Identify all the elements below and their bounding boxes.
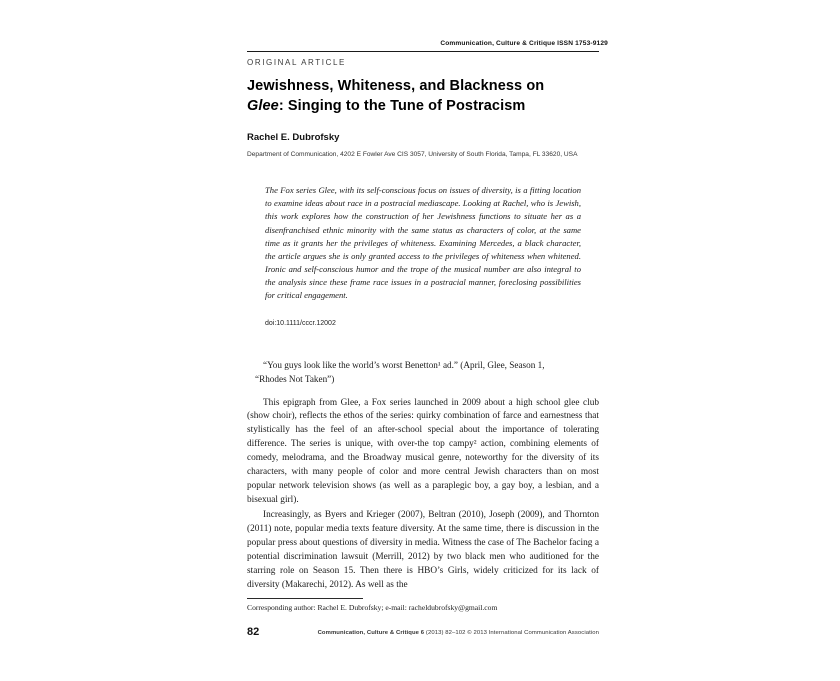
footnote-divider (247, 598, 363, 599)
page-footer (247, 626, 599, 644)
title-series-name: Glee (247, 97, 279, 114)
epigraph (247, 359, 599, 387)
doi-text: doi:10.1111/cccr.12002 (265, 319, 336, 327)
corresponding-author-note: Corresponding author: Rachel E. Dubrofsky; e-mail: racheldubrofsky@gmail.com (247, 603, 498, 612)
header-divider (247, 51, 599, 52)
title-line-1: Jewishness, Whiteness, and Blackness on (247, 78, 545, 94)
title-line-2: : Singing to the Tune of Postracism (278, 97, 526, 114)
body-paragraph-1: This epigraph from Glee, a Fox series launched in 2009 about a high school glee club (show choir), reflects the ethos of the series: quirky combination of farce and earnestness that stylistically has the feel of an after-school special about the importance of tolerating difference. The series is unique, with over-the top campy² action, combining elements of comedy, melodrama, and the Broadway musical genre, noteworthy for the diversity of its characters, with many people of color and more central Jewish characters than on most popular network television shows (as well as a paraplegic boy, a gay boy, a lesbian, and a bisexual girl). (247, 397, 599, 506)
epigraph-line-1: “You guys look like the world’s worst Benetton¹ ad.” (April, Glee, Season 1, (263, 359, 545, 370)
author-name: Rachel E. Dubrofsky (247, 132, 340, 144)
abstract-text: The Fox series Glee, with its self-conscious focus on issues of diversity, is a fitting location to examine ideas about race in a postracial mediascape. Looking at Rachel, who is Jewish, this work explores how the construction of her Jewishness functions to situate her as a disenfranchised ethnic minority with the same status as characters of color, at the same time as it grants her the privileges of whiteness. Examining Mercedes, a black character, the article argues she is only granted access to the privileges of whiteness when whitened. Ironic and self-conscious humor and the trope of the musical number are also integral to the analysis since these frame race issues in a postracial manner, foreclosing possibilities for critical engagement. (265, 185, 581, 300)
footer-citation-journal: Communication, Culture & Critique 6 (317, 630, 425, 636)
article-type-label: ORIGINAL ARTICLE (247, 58, 346, 67)
author-affiliation: Department of Communication, 4202 E Fowler Ave CIS 3057, University of South Florida, Tampa, FL 33620, USA (247, 151, 578, 159)
body-paragraph-2: Increasingly, as Byers and Krieger (2007), Beltran (2010), Joseph (2009), and Thornton (2011) note, popular media texts feature diversity. At the same time, there is discussion in the popular press about questions of diversity in media. Witness the case of The Bachelor facing a potential discrimination lawsuit (Merrill, 2012) by two black men who auditioned for the starring role on Season 15. Then there is HBO’s Girls, widely criticized for its lack of diversity (Makarechi, 2012). As well as the (247, 510, 599, 590)
article-body (247, 359, 599, 593)
page-number: 82 (247, 626, 260, 638)
page-title (247, 77, 599, 116)
journal-header: Communication, Culture & Critique ISSN 1753-9129 (440, 40, 608, 47)
article-content (247, 58, 599, 593)
paper-sheet (232, 0, 608, 681)
footer-citation (318, 630, 599, 636)
footer-citation-rest: (2013) 82–102 © 2013 International Communication Association (424, 630, 599, 636)
epigraph-line-2: “Rhodes Not Taken”) (255, 373, 335, 384)
